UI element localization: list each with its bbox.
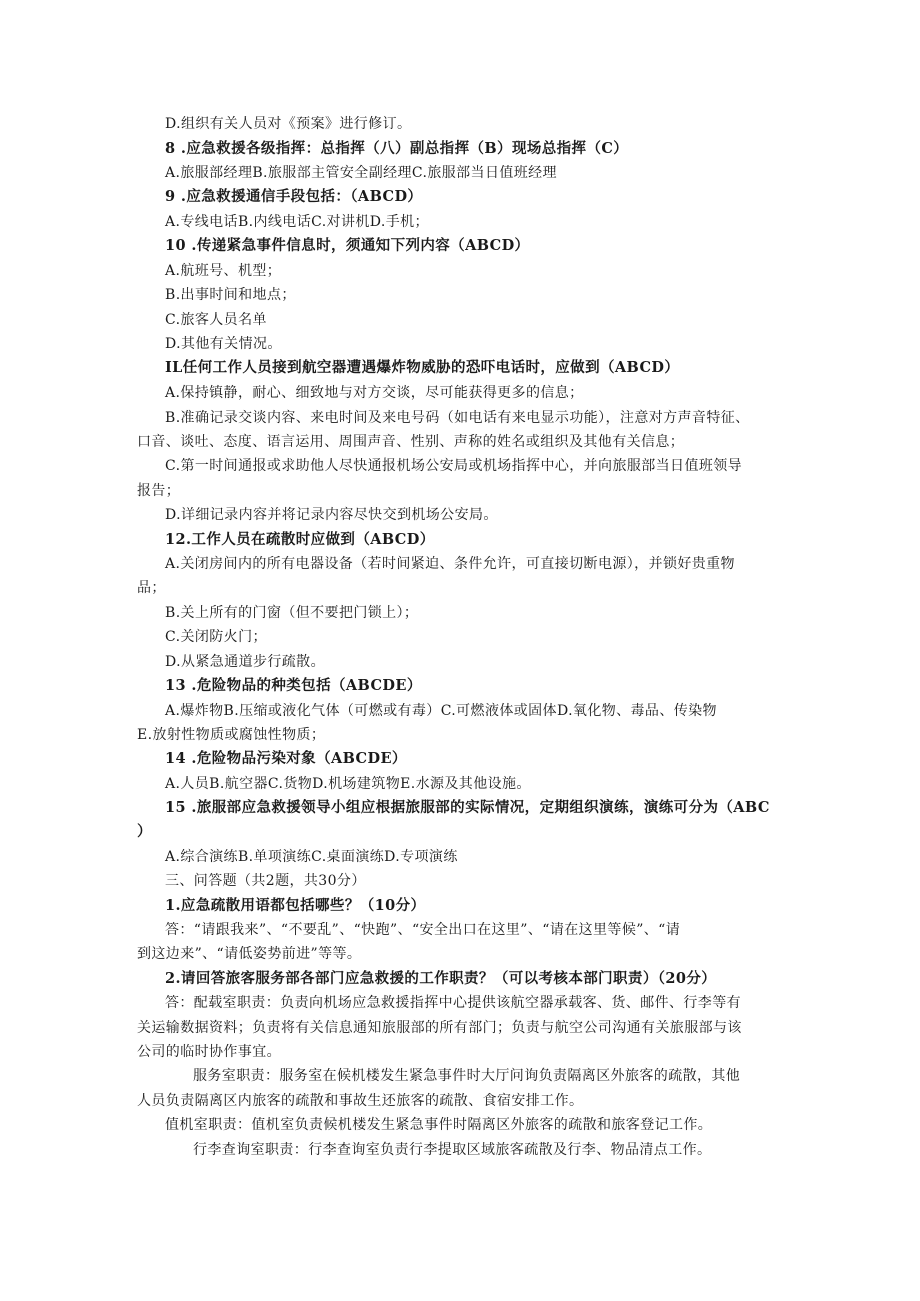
text-line: 到这边来”、“请低姿势前进”等等。 xyxy=(137,946,362,962)
text-line: A.人员B.航空器C.货物D.机场建筑物E.水源及其他设施。 xyxy=(165,776,531,792)
text-line: A.综合演练B.单项演练C.桌面演练D.专项演练 xyxy=(165,849,458,865)
question-heading: 15 .旅服部应急救援领导小组应根据旅服部的实际情况，定期组织演练，演练可分为（ABC xyxy=(165,799,770,816)
text-line: 行李查询室职责：行李查询室负责行李提取区域旅客疏散及行李、物品清点工作。 xyxy=(193,1142,712,1158)
question-heading: 1.应急疏散用语都包括哪些？（10分） xyxy=(165,897,426,914)
text-line: 人员负责隔离区内旅客的疏散和事故生还旅客的疏散、食宿安排工作。 xyxy=(137,1093,584,1109)
question-heading: 14 .危险物品污染对象（ABCDE） xyxy=(165,750,407,767)
text-line: C.关闭防火门； xyxy=(165,629,267,645)
text-line: 关运输数据资料；负责将有关信息通知旅服部的所有部门；负责与航空公司沟通有关旅服部与该 xyxy=(137,1020,742,1036)
text-line: A.旅服部经理B.旅服部主管安全副经理C.旅服部当日值班经理 xyxy=(165,165,557,181)
text-line: E.放射性物质或腐蚀性物质； xyxy=(137,727,326,743)
question-heading: 10 .传递紧急事件信息时，须通知下列内容（ABCD） xyxy=(165,237,530,254)
text-line: D.其他有关情况。 xyxy=(165,336,282,352)
text-line: 值机室职责：值机室负责候机楼发生紧急事件时隔离区外旅客的疏散和旅客登记工作。 xyxy=(165,1117,713,1133)
question-heading: 8 .应急救援各级指挥：总指挥（八）副总指挥（B）现场总指挥（C） xyxy=(165,140,629,157)
text-line: A.关闭房间内的所有电器设备（若时间紧迫、条件允许，可直接切断电源），并锁好贵重物 xyxy=(165,556,735,572)
question-heading: ） xyxy=(137,823,152,840)
text-line: 报告； xyxy=(137,483,181,499)
text-line: 公司的临时协作事宜。 xyxy=(137,1044,281,1060)
question-heading: 2.请回答旅客服务部各部门应急救援的工作职责？（可以考核本部门职责）（20分） xyxy=(165,970,717,987)
section-heading: 三、问答题（共2题，共30分） xyxy=(165,873,366,889)
question-heading: 9 .应急救援通信手段包括：（ABCD） xyxy=(165,188,423,205)
text-line: 答：配载室职责：负责向机场应急救援指挥中心提供该航空器承载客、货、邮件、行李等有 xyxy=(165,995,741,1011)
question-heading: IL任何工作人员接到航空器遭遇爆炸物威胁的恐吓电话时，应做到（ABCD） xyxy=(165,359,680,376)
text-line: 口音、谈吐、态度、语言运用、周围声音、性别、声称的姓名或组织及其他有关信息； xyxy=(137,434,685,450)
text-line: A.爆炸物B.压缩或液化气体（可燃或有毒）C.可燃液体或固体D.氧化物、毒品、传染物 xyxy=(165,703,717,719)
text-line: D.组织有关人员对《预案》进行修订。 xyxy=(165,116,412,132)
text-line: C.旅客人员名单 xyxy=(165,312,267,328)
text-line: 服务室职责：服务室在候机楼发生紧急事件时大厅问询负责隔离区外旅客的疏散，其他 xyxy=(193,1068,741,1084)
text-line: C.第一时间通报或求助他人尽快通报机场公安局或机场指挥中心，并向旅服部当日值班领导 xyxy=(165,458,743,474)
question-heading: 13 .危险物品的种类包括（ABCDE） xyxy=(165,677,422,694)
text-line: B.准确记录交谈内容、来电时间及来电号码（如电话有来电显示功能），注意对方声音特征、 xyxy=(165,410,750,426)
text-line: 答：“请跟我来”、“不要乱”、“快跑”、“安全出口在这里”、“请在这里等候”、“请 xyxy=(165,922,681,938)
question-heading: 12.工作人员在疏散时应做到（ABCD） xyxy=(165,531,435,548)
text-line: B.关上所有的门窗（但不要把门锁上）； xyxy=(165,605,419,621)
text-line: A.航班号、机型； xyxy=(165,263,282,279)
text-line: D.从紧急通道步行疏散。 xyxy=(165,654,325,670)
text-line: 品； xyxy=(137,580,166,596)
text-line: A.保持镇静，耐心、细致地与对方交谈，尽可能获得更多的信息； xyxy=(165,385,584,401)
text-line: D.详细记录内容并将记录内容尽快交到机场公安局。 xyxy=(165,507,498,523)
text-line: A.专线电话B.内线电话C.对讲机D.手机； xyxy=(165,214,429,230)
text-line: B.出事时间和地点； xyxy=(165,287,296,303)
